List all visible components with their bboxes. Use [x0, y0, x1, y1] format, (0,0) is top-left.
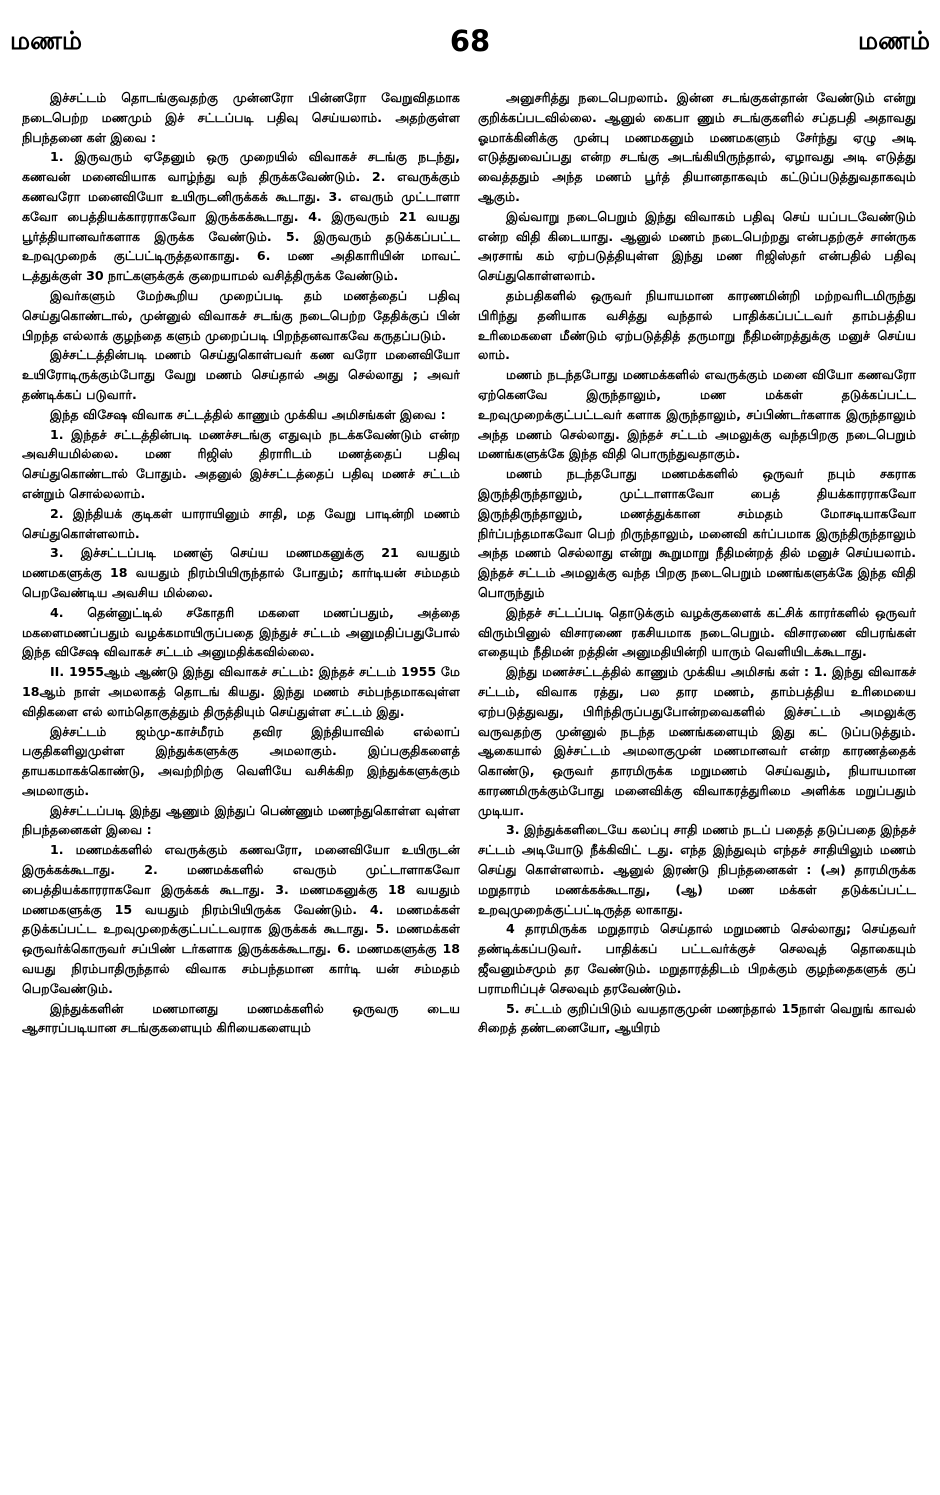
paragraph: தம்பதிகளில் ஒருவர் நியாயமான காரணமின்றி மற்றவரிடமிருந்து பிரிந்து தனியாக வசித்து வந்தால் பாதிக்கப்பட்டவர் தாம்பத்திய உரிமைகளை மீண்டும் ஏற்படுத்தித் தருமாறு நீதிமன்றத்துக்கு மனுச் செய்ய லாம்.: [478, 287, 916, 363]
paragraph: 3. இச்சட்டப்படி மணஞ் செய்ய மணமகனுக்கு 21 வயதும் மணமகளுக்கு 18 வயதும் நிரம்பியிருந்தால் போதும்; கார்டியன் சம்மதம் பெறவேண்டிய அவசிய மில்லை.: [22, 545, 460, 600]
paragraph: இவர்களும் மேற்கூறிய முறைப்படி தம் மணத்தைப் பதிவு செய்துகொண்டால், முன்னுல் விவாகச் சடங்கு நடைபெற்ற தேதிக்குப் பின் பிறந்த எல்லாக் குழந்தை களும் முறைப்படி பிறந்தனவாகவே கருதப்படும்.: [22, 287, 460, 343]
paragraph: 1. மணமக்களில் எவருக்கும் கணவரோ, மனைவியோ உயிருடன் இருக்கக்கூடாது. 2. மணமக்களில் எவரும் முட்டாளாகவோ பைத்தியக்காரராகவோ இருக்கக் கூடாது. 3. மணமகனுக்கு 18 வயதும் மணமகளுக்கு 15 வயதும் நிரம்பியிருக்க வேண்டும். 4. மணமக்கள் தடுக்கப்பட்ட உறவுமுறைக்குட்பட்டவராக இருக்கக் கூடாது. 5. மணமக்கள் ஒருவர்க்கொருவர் சப்பிண் டர்களாக இருக்கக்கூடாது. 6. மணமகளுக்கு 18 வயது நிரம்பாதிருந்தால் விவாக சம்பந்தமான கார்டி யன் சம்மதம் பெறவேண்டும்.: [22, 842, 460, 996]
running-head-right: மணம்: [857, 26, 930, 55]
paragraph: அனுசரித்து நடைபெறலாம். இன்ன சடங்குகள்தான் வேண்டும் என்று குறிக்கப்படவில்லை. ஆனுல் கைபா ணும் சடங்குகளில் சப்தபதி அதாவது ஓமாக்கினிக்கு முன்பு மணமகனும் மணமகளும் சேர்ந்து ஏழு அடி எடுத்துவைப்பது என்ற சடங்கு அடங்கியிருந்தால், ஏழாவது அடி எடுத்து வைத்ததும் அந்த மணம் பூர்த் தியானதாகவும் கட்டுப்படுத்துவதாகவும் ஆகும்.: [478, 90, 916, 204]
paragraph: 2. இந்தியக் குடிகள் யாராயினும் சாதி, மத வேறு பாடின்றி மணம் செய்துகொள்ளலாம்.: [22, 505, 460, 541]
page-header: [0, 26, 940, 66]
paragraph: இச்சட்டப்படி இந்து ஆணும் இந்துப் பெண்ணும் மணந்துகொள்ள வுள்ள நிபந்தனைகள் இவை :: [22, 802, 460, 838]
right-column: [478, 88, 916, 1488]
paragraph: II. 1955ஆம் ஆண்டு இந்து விவாகச் சட்டம்: இந்தச் சட்டம் 1955 மே 18ஆம் நாள் அமலாகத் தொடங் கியது. இந்து மணம் சம்பந்தமாகவுள்ள விதிகளை எல் லாம்தொகுத்தும் திருத்தியும் செய்துள்ள சட்டம் இது.: [22, 664, 460, 719]
paragraph: 5. சட்டம் குறிப்பிடும் வயதாகுமுன் மணந்தால் 15நாள் வெறுங் காவல் சிறைத் தண்டனையோ, ஆயிரம்: [478, 1000, 916, 1036]
paragraph: 4. தென்னுட்டில் சகோதரி மகளை மணப்பதும், அத்தை மகளைமணப்பதும் வழக்கமாயிருப்பதை இந்துச் சட்டம் அனுமதிப்பதுபோல் இந்த விசேஷ விவாகச் சட்டம் அனுமதிக்கவில்லை.: [22, 604, 460, 660]
paragraph: இச்சட்டம் தொடங்குவதற்கு முன்னரோ பின்னரோ வேறுவிதமாக நடைபெற்ற மணமும் இச் சட்டப்படி பதிவு செய்யலாம். அதற்குள்ள நிபந்தனை கள் இவை :: [22, 90, 460, 145]
paragraph: இந்த விசேஷ விவாக சட்டத்தில் காணும் முக்கிய அமிசங்கள் இவை :: [50, 406, 446, 422]
paragraph: 1. இந்தச் சட்டத்தின்படி மணச்சடங்கு எதுவும் நடக்கவேண்டும் என்ற அவசியமில்லை. மண ரிஜிஸ் திராரிடம் மணத்தைப் பதிவு செய்துகொண்டால் போதும். அதனுல் இச்சட்டத்தைப் பதிவு மணச் சட்டம் என்றும் சொல்லலாம்.: [22, 426, 460, 501]
paragraph: இச்சட்டம் ஜம்மு-காச்மீரம் தவிர இந்தியாவில் எல்லாப் பகுதிகளிலுமுள்ள இந்துக்களுக்கு அமலாகும். இப்பகுதிகளைத் தாயகமாகக்கொண்டு, அவற்றிற்கு வெளியே வசிக்கிற இந்துக்களுக்கும் அமலாகும்.: [22, 723, 460, 798]
paragraph: 3. இந்துக்களிடையே கலப்பு சாதி மணம் நடப் பதைத் தடுப்பதை இந்தச் சட்டம் அடியோடு நீக்கிவிட் டது. எந்த இந்துவும் எந்தச் சாதியிலும் மணம் செய்து கொள்ளலாம். ஆனுல் இரண்டு நிபந்தனைகள் : (அ) தாரமிருக்க மறுதாரம் மணக்கக்கூடாது, (ஆ) மண மக்கள் தடுக்கப்பட்ட உறவுமுறைக்குட்பட்டிருத்த லாகாது.: [478, 822, 916, 917]
paragraph: இந்து மணச்சட்டத்தில் காணும் முக்கிய அமிசங் கள் : 1. இந்து விவாகச் சட்டம், விவாக ரத்து, பல தார மணம், தாம்பத்திய உரிமையை ஏற்படுத்துவது, பிரிந்திருப்பதுபோன்றவைகளில் இச்சட்டம் அமலுக்கு வருவதற்கு முன்னுல் நடந்த மணங்களையும் இது கட் டுப்படுத்தும். ஆகையால் இச்சட்டம் அமலாகுமுன் மணமானவர் என்ற காரணத்தைக் கொண்டு, ஒருவர் தாரமிருக்க மறுமணம் செய்வதும், நியாயமான காரணமிருக்கும்போது மனைவிக்கு விவாகரத்துரிமை அளிக்க மறுப்பதும் முடியா.: [478, 664, 916, 818]
running-head-left: மணம்: [10, 26, 83, 55]
paragraph: மணம் நடந்தபோது மணமக்களில் ஒருவர் நபும் சகராக இருந்திருந்தாலும், முட்டாளாகவோ பைத் தியக்காரராகவோ இருந்திருந்தாலும், மணத்துக்கான சம்மதம் மோசடியாகவோ நிர்ப்பந்தமாகவோ பெற் றிருந்தாலும், மனைவி கர்ப்பமாக இருந்திருந்தாலும் அந்த மணம் செல்லாது என்று கூறுமாறு நீதிமன்றத் தில் மனுச் செய்யலாம். இந்தச் சட்டம் அமலுக்கு வந்த பிறகு நடைபெறும் மணங்களுக்கே இந்த விதி பொருந்தும்: [478, 466, 916, 600]
paragraph: 4 தாரமிருக்க மறுதாரம் செய்தால் மறுமணம் செல்லாது; செய்தவர் தண்டிக்கப்படுவர். பாதிக்கப் பட்டவர்க்குச் செலவுத் தொகையும் ஜீவனும்சமும் தர வேண்டும். மறுதாரத்திடம் பிறக்கும் குழந்தைகளுக் குப் பராமரிப்புச் செலவும் தரவேண்டும்.: [478, 921, 916, 996]
paragraph: இவ்வாறு நடைபெறும் இந்து விவாகம் பதிவு செய் யப்படவேண்டும் என்ற விதி கிடையாது. ஆனுல் மணம் நடைபெற்றது என்பதற்குச் சான்ருக அரசாங் கம் ஏற்படுத்தியுள்ள இந்து மண ரிஜிஸ்தர் என்பதில் பதிவு செய்துகொள்ளலாம்.: [478, 208, 916, 284]
paragraph: 1. இருவரும் ஏதேனும் ஒரு முறையில் விவாகச் சடங்கு நடந்து, கணவன் மனைவியாக வாழ்ந்து வந் திருக்கவேண்டும். 2. எவருக்கும் கணவரோ மனைவியோ உயிருடனிருக்கக் கூடாது. 3. எவரும் முட்டாளா கவோ பைத்தியக்காரராகவோ இருக்கக்கூடாது. 4. இருவரும் 21 வயது பூர்த்தியானவர்களாக இருக்க வேண்டும். 5. இருவரும் தடுக்கப்பட்ட உறவுமுறைக் குட்பட்டிருத்தலாகாது. 6. மண அதிகாரியின் மாவட் டத்துக்குள் 30 நாட்களுக்குக் குறையாமல் வசித்திருக்க வேண்டும்.: [22, 149, 460, 284]
paragraph: இந்தச் சட்டப்படி தொடுக்கும் வழக்குகளைக் கட்சிக் காரர்களில் ஒருவர் விரும்பினுல் விசாரணை ரகசியமாக நடைபெறும். விசாரணை விபரங்கள் எதையும் நீதிமன் றத்தின் அனுமதியின்றி யாரும் வெளியிடக்கூடாது.: [478, 604, 916, 660]
paragraph: இச்சட்டத்தின்படி மணம் செய்துகொள்பவர் கண வரோ மனைவியோ உயிரோடிருக்கும்போது வேறு மணம் செய்தால் அது செல்லாது ; அவர் தண்டிக்கப் படுவார்.: [22, 347, 460, 402]
page-number: 68: [449, 24, 491, 58]
paragraph: இந்துக்களின் மணமானது மணமக்களில் ஒருவரு டைய ஆசாரப்படியான சடங்குகளையும் கிரியைகளையும்: [22, 1000, 460, 1036]
paragraph: மணம் நடந்தபோது மணமக்களில் எவருக்கும் மனை வியோ கணவரோ ஏற்கெனவே இருந்தாலும், மண மக்கள் தடுக்கப்பட்ட உறவுமுறைக்குட்பட்டவர் களாக இருந்தாலும், சப்பிண்டர்களாக இருந்தாலும் அந்த மணம் செல்லாது. இந்தச் சட்டம் அமலுக்கு வந்தபிறகு நடைபெறும் மணங்களுக்கே இந்த விதி பொருந்துவதாகும்.: [478, 367, 916, 462]
left-column: [22, 88, 460, 1488]
